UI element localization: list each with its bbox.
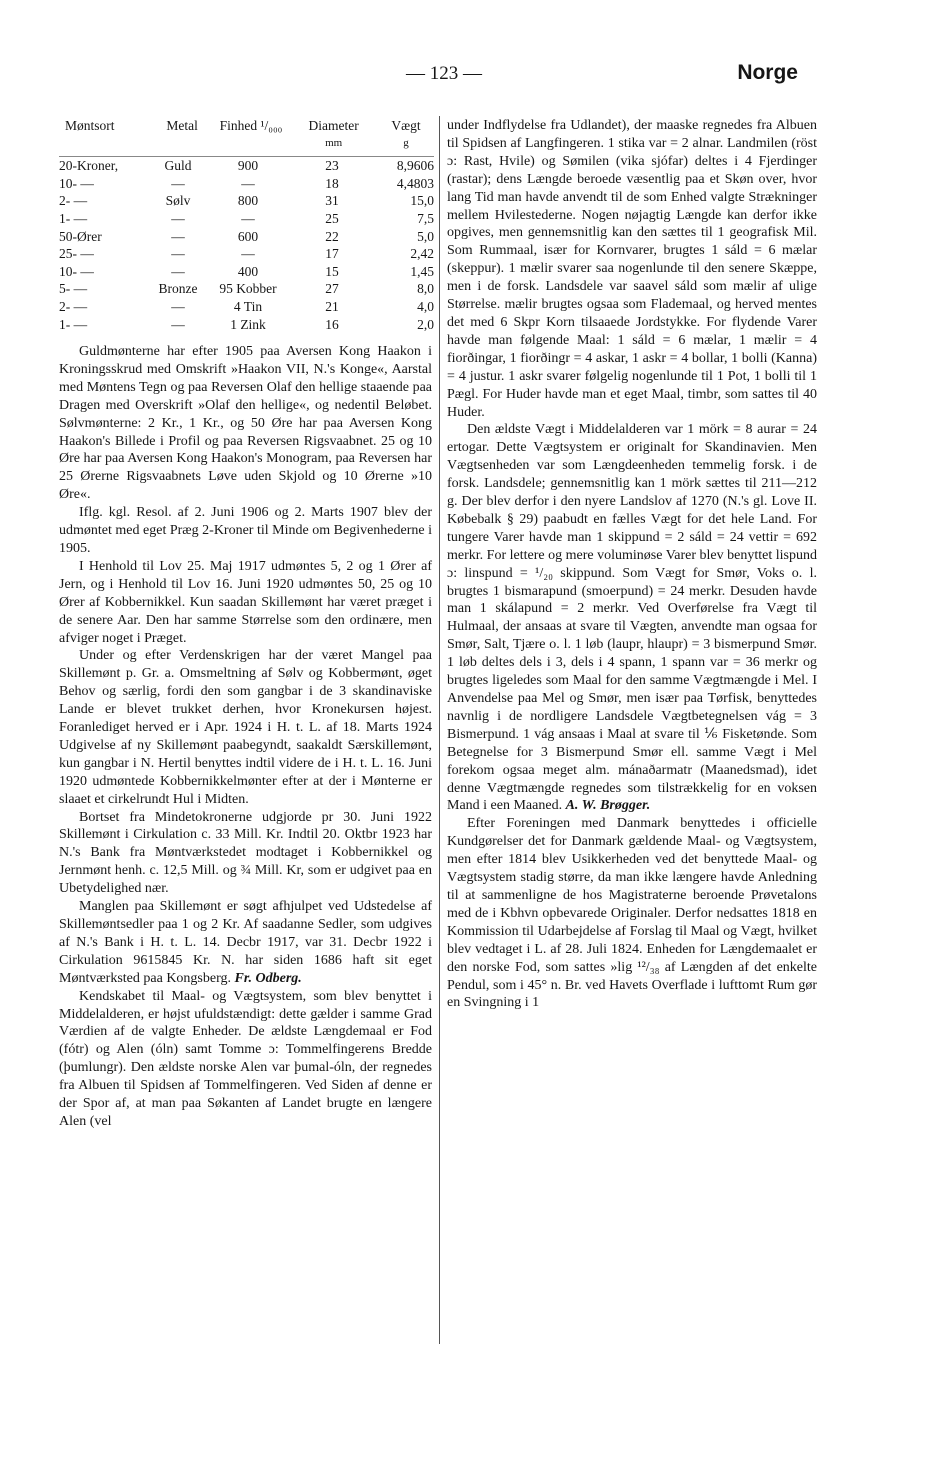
- paragraph: Bortset fra Mindetokronerne udgjorde pr 30. Juni 1922 Skillemønt i Cirkulation c. 33 Mill. Kr. Indtil 20. Oktbr 1923 har N.'s Bank fra Møntværkstedet modtaget i Kobbernikkel og Jernmønt henh. c. 12,5 Mill. og ¾ Mill. Kr, som er udgivet paa en Ubetydelighed nær.: [59, 809, 432, 897]
- table-row: [59, 192, 434, 210]
- header-diameter-unit: mm: [325, 136, 343, 149]
- cell-sort: 50-Ører: [59, 228, 102, 244]
- cell-weight: 2,42: [410, 246, 434, 262]
- cell-sort: 10- —: [59, 175, 94, 191]
- right-column: [447, 117, 817, 1012]
- cell-weight: 8,9606: [396, 158, 434, 174]
- cell-finhed: —: [241, 210, 255, 226]
- header-weight-unit: g: [403, 136, 409, 149]
- coin-table-body: [59, 157, 434, 333]
- cell-metal: —: [171, 175, 185, 191]
- cell-sort: 2- —: [59, 193, 88, 209]
- cell-finhed: 600: [237, 228, 259, 244]
- cell-sort: 1- —: [59, 316, 88, 332]
- author-signature: A. W. Brøgger.: [565, 798, 651, 814]
- paragraph-text: Den ældste Vægt i Middelalderen var 1 mörk = 8 aurar = 24 ertogar. Dette Vægtsystem er originalt for Skandinavien. Men Vægtsenheden var som Længdeenheden temmelig forsk. i de forsk. Landsdele; gennemsnitlig kan 1 mörk sættes til 211—212 g. Der blev derfor i den nyere Landslov af 1270 (N.'s gl. Love II. Købebalk § 29) paabudt en fælles Vægt for det hele Land. For tungere Varer havde man 1 skippund = 2 sáld = 24 vettir = 692 merkr. For lettere og mere voluminøse Varer blev benyttet lispund ɔ: linspund = ¹/₂₀ skippund. Som Vægt for Smør, Voks o. l. brugtes 1 bismarapund (smoerpund) = 24 merkr. Desuden havde man 1 skálapund = 2 merkr. Ved Overførelse fra Vægt til Hulmaal, der ansaas at svare til Vægten, anvendte man ogsaa for Smør, Salt, Tjære o. l. 1 løb (laupr, hlaupr) = 3 bismerpund Smør. 1 løb deltes dels i 3, dels i 4 spann, 1 spann var = 36 merkr og brugtes ligeledes som Maal for den samme Vægtmængde i Mel. I Anvendelse paa Mel og Smør, men især paa Tørfisk, benyttedes navnlig i de nordligere Landsdele Vægtbetegnelsen vág = 3 Bismerpund. 1 vág ansaas i Maal at svare til ⅙ Fisketønde. Som Betegnelse for 3 Bismerpund Smør ell. samme Vægt i Mel forekom ogsaa meget alm. mánaðarmatr (Maanedsmad), idet denne Vægtmængde regnedes som tilstrækkelig for en voksen Mand i een Maaned.: [447, 422, 817, 814]
- cell-metal: Bronze: [158, 281, 198, 297]
- cell-diameter: 21: [325, 298, 339, 314]
- cell-weight: 2,0: [417, 316, 434, 332]
- paragraph-text: Manglen paa Skillemønt er søgt afhjulpet ved Udstedelse af Skillemøntsedler paa 1 og 2 Kr. Af saadanne Sedler, som udgives af N.'s Bank i H. t. L. 14. Decbr 1917, var 31. Decbr 1922 i Cirkulation 9615845 Kr. N. har siden 1686 haft sit eget Møntværksted paa Kongsberg.: [59, 899, 432, 986]
- cell-diameter: 16: [325, 316, 339, 332]
- cell-sort: 25- —: [59, 246, 94, 262]
- cell-metal: —: [171, 316, 185, 332]
- table-row: [59, 245, 434, 263]
- cell-finhed: —: [241, 175, 255, 191]
- header-sort: Møntsort: [65, 118, 115, 133]
- cell-sort: 5- —: [59, 281, 88, 297]
- cell-weight: 7,5: [417, 210, 434, 226]
- cell-diameter: 25: [325, 210, 339, 226]
- cell-metal: Guld: [164, 158, 192, 174]
- cell-sort: 20-Kroner,: [59, 158, 119, 174]
- table-row: [59, 157, 434, 175]
- page-number: — 123 —: [406, 63, 482, 84]
- cell-metal: Sølv: [165, 193, 191, 209]
- header-diameter: [289, 117, 378, 152]
- cell-diameter: 31: [325, 193, 339, 209]
- cell-weight: 5,0: [417, 228, 434, 244]
- table-row: [59, 210, 434, 228]
- cell-finhed: 900: [237, 158, 259, 174]
- paragraph: under Indflydelse fra Udlandet), der maaske regnedes fra Albuen til Spidsen af Langfingeren. 1 stika var = 2 alnar. Landmilen (röst ɔ: Rast, Hvile) og Sømilen (vika sjófar) deltes i 4 Fjerdinger (rastar); dens Længde beroede væsentlig paa et Skøn over, hvor lang Tid man havde anvendt til de som Enhed valgte Strækninger mellem Hvilestederne. Nogen nøjagtig Længde kan derfor ikke opgives, men gennemsnitlig kan den sættes til 1 geografisk Mil. Som Rummaal, især for Kornvarer, brugtes 1 sáld = 6 mælar (skeppur). 1 mælir svarer saa nogenlunde til den senere Skæppe, men i de forsk. Landsdele var saavel sáld som mælir af ulige Størrelse. mælir brugtes ogsaa som Flademaal, og herved mentes det med 6 Skpr Korn tilsaaede Jordstykke. For flydende Varer havde man følgende Maal: 1 sáld = 6 mælar, 1 mælir = 4 fiorðingar, 1 fiorðingr = 4 askar, 1 askr = 4 bollar, 1 bolli (Kanna) = 4 justur. 1 askr svarer følgelig nogenlunde til 1 Pot, 1 bolli til 1 Pægl. For Huder havde man et eget Maal, timbr, som sattes til 40 Huder.: [447, 118, 817, 420]
- paragraph: Efter Foreningen med Danmark benyttedes i officielle Kundgørelser det for Danmark gældende Maal- og Vægtsystem, men efter 1814 blev Usikkerheden ved det benyttede Maal- og Vægtsystem stadig større, da man ikke længere havde Anledning til at sammenligne de hos Magistraterne beroende Prøvetalons med de i Kbhvn opbevarede Originaler. Derfor nedsattes 1818 en Kommission til Udarbejdelse af Forslag til Maal og Vægt, hvilket blev vedtaget i L. af 28. Juli 1824. Enheden for Længdemaalet er den norske Fod, som sattes »lig ¹²/₃₈ af Længden af det enkelte Pendul, som i 45° n. Br. ved Havets Overflade i lufttomt Rum gør en Svingning i 1: [447, 816, 817, 1011]
- cell-diameter: 22: [325, 228, 339, 244]
- coin-table-header: [59, 117, 434, 157]
- paragraph: [59, 898, 432, 988]
- paragraph: Guldmønterne har efter 1905 paa Aversen Kong Haakon i Kroningsskrud med Omskrift »Haakon VII, N.'s Konge«, Aarstal med Møntens Tegn og paa Reversen Olaf den hellige staaende paa Dragen med Overskrift »Olaf den hellige«, og nedentil Beløbet. Sølvmønterne: 2 Kr., 1 Kr., og 50 Øre har paa Aversen Kong Haakon's Billede i Profil og paa Reversen Rigsvaabnet. 25 og 10 Øre har paa Aversen Kong Haakon's Monogram, paa Reversen har 25 Ørerne Rigsvaabnets Løve uden Skjold og 10 Ørerne »10 Øre«.: [59, 344, 432, 503]
- cell-weight: 1,45: [410, 263, 434, 279]
- cell-finhed: —: [241, 246, 255, 262]
- cell-sort: 1- —: [59, 210, 88, 226]
- column-divider: [439, 116, 440, 1344]
- paragraph: Under og efter Verdenskrigen har der været Mangel paa Skillemønt p. Gr. a. Omsmeltning af Sølv og Kobbermønt, øget Behov og særlig, fordi den som gangbar i de 3 skandinaviske Lande er blevet trukket derhen, hvor Kronekursen højest. Foranlediget herved er i Apr. 1924 i H. t. L. af 18. Marts 1924 Udgivelse af ny Skillemønt paabegyndt, saakaldt Særskillemønt, kun gangbar i N. Hertil benyttes indtil videre de i H. t. L. 16. Juni 1920 udmøntede Kobbernikkelmønter efter at der i Mønterne er slaaet et cirkelrundt Hul i Midten.: [59, 648, 432, 807]
- cell-diameter: 18: [325, 175, 339, 191]
- table-row: [59, 263, 434, 281]
- paragraph: [447, 421, 817, 815]
- cell-diameter: 23: [325, 158, 339, 174]
- cell-sort: 2- —: [59, 298, 88, 314]
- cell-finhed: 800: [237, 193, 259, 209]
- table-row: [59, 228, 434, 246]
- header-diameter-label: Diameter: [308, 118, 359, 133]
- cell-metal: —: [171, 263, 185, 279]
- header-finhed: Finhed ¹/₀₀₀: [219, 118, 283, 133]
- table-row: [59, 316, 434, 334]
- paragraph: I Henhold til Lov 25. Maj 1917 udmøntes 5, 2 og 1 Ører af Jern, og i Henhold til Lov 16. Juni 1920 udmøntes 50, 25 og 10 Ører af Kobbernikkel. Kun saadan Skillemønt har været præget i de senere Aar. Den har samme Størrelse som den ordinære, men afviger noget i Præget.: [59, 558, 432, 646]
- cell-metal: —: [171, 210, 185, 226]
- table-row: [59, 175, 434, 193]
- cell-finhed: 4 Tin: [233, 298, 263, 314]
- cell-diameter: 27: [325, 281, 339, 297]
- left-column: [59, 343, 432, 1131]
- header-weight: [378, 117, 434, 152]
- paragraph: Iflg. kgl. Resol. af 2. Juni 1906 og 2. Marts 1907 blev der udmøntet med eget Præg 2-Kroner til Minde om Begivenhederne i 1905.: [59, 505, 432, 556]
- author-signature: Fr. Odberg.: [234, 970, 302, 986]
- table-row: [59, 280, 434, 298]
- cell-metal: —: [171, 298, 185, 314]
- header-weight-label: Vægt: [391, 118, 421, 133]
- cell-weight: 4,0: [417, 298, 434, 314]
- cell-weight: 15,0: [410, 193, 434, 209]
- paragraph: Kendskabet til Maal- og Vægtsystem, som blev benyttet i Middelalderen, er højst ufuldstændigt: dette gælder i samme Grad Værdien af de valgte Enheder. De ældste Længdemaal er Fod (fótr) og Alen (óln) samt Tomme ɔ: Tommelfingerens Bredde (þumlungr). Den ældste norske Alen var þumal-óln, der regnedes fra Albuen til Spidsen af Tommelfingeren. Ved Siden af denne er der Spor af, at man paa Søkanten af Landet brugte en længere Alen (vel: [59, 988, 432, 1129]
- coin-table: [59, 117, 434, 333]
- cell-weight: 8,0: [417, 281, 434, 297]
- cell-metal: —: [171, 228, 185, 244]
- cell-metal: —: [171, 246, 185, 262]
- cell-diameter: 15: [325, 263, 339, 279]
- cell-sort: 10- —: [59, 263, 94, 279]
- header-metal: Metal: [166, 118, 198, 133]
- cell-weight: 4,4803: [396, 175, 434, 191]
- table-row: [59, 298, 434, 316]
- cell-finhed: 400: [237, 263, 259, 279]
- cell-finhed: 95 Kobber: [219, 281, 277, 297]
- cell-finhed: 1 Zink: [230, 316, 266, 332]
- cell-diameter: 17: [325, 246, 339, 262]
- country-title: Norge: [737, 61, 798, 84]
